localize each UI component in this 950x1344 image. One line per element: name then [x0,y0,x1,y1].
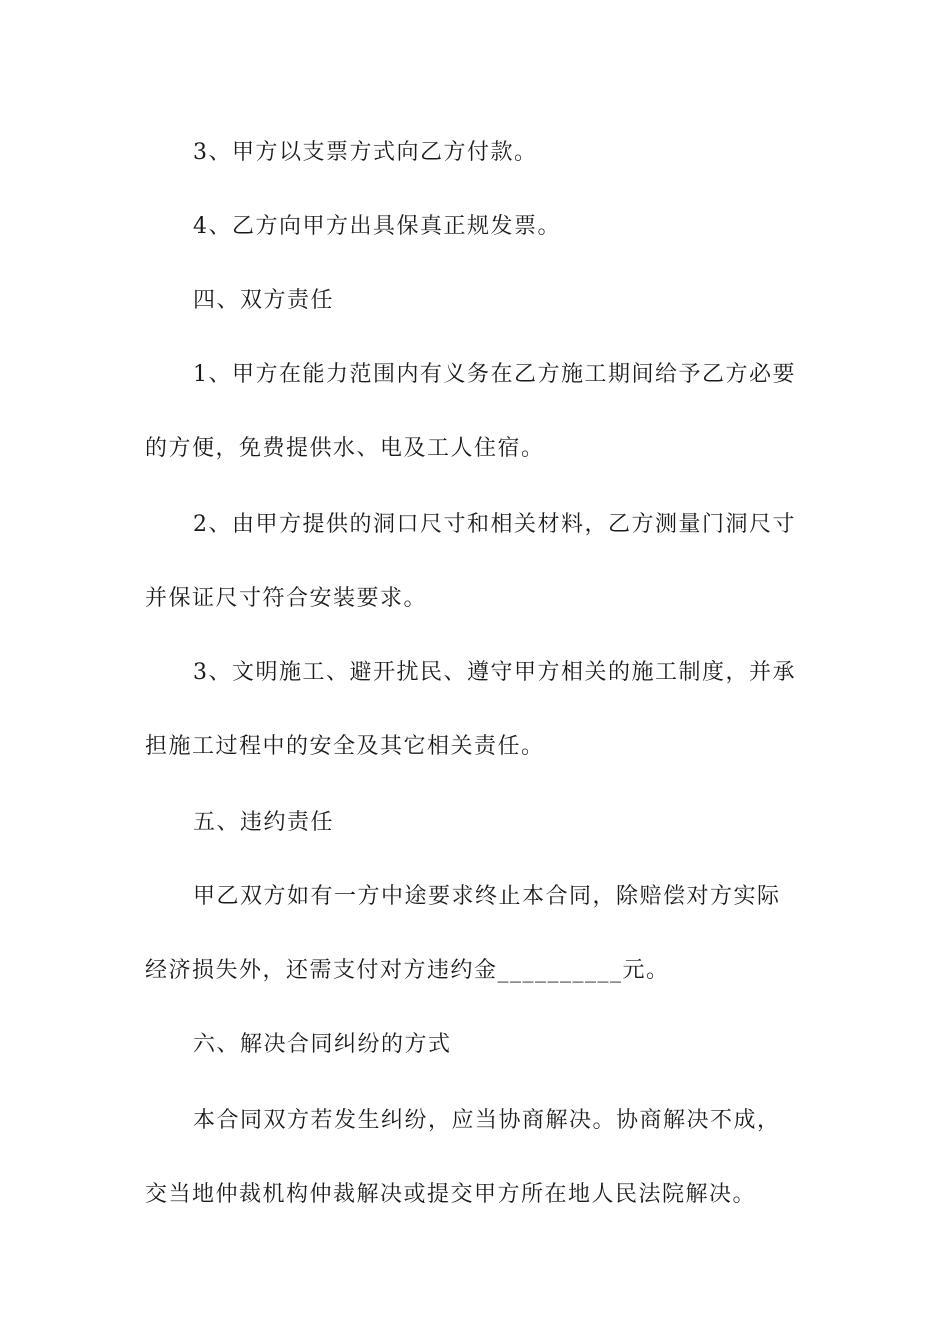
responsibility-clause-2-line-2: 并保证尺寸符合安装要求。 [145,586,428,611]
payment-method-clause: 3、甲方以支票方式向乙方付款。 [193,140,538,165]
section-heading-dispute: 六、解决合同纠纷的方式 [193,1032,452,1057]
responsibility-clause-2-line-1: 2、由甲方提供的洞口尺寸和相关材料，乙方测量门洞尺寸 [193,512,796,537]
liability-clause-line-1: 甲乙双方如有一方中途要求终止本合同，除赔偿对方实际 [193,884,781,909]
responsibility-clause-1-line-2: 的方便，免费提供水、电及工人住宿。 [145,436,545,461]
section-heading-responsibilities: 四、双方责任 [193,288,335,313]
responsibility-clause-1-line-1: 1、甲方在能力范围内有义务在乙方施工期间给予乙方必要 [193,362,796,387]
responsibility-clause-3-line-1: 3、文明施工、避开扰民、遵守甲方相关的施工制度，并承 [193,660,796,685]
section-heading-liability: 五、违约责任 [193,810,335,835]
dispute-clause-line-1: 本合同双方若发生纠纷，应当协商解决。协商解决不成， [193,1108,781,1133]
responsibility-clause-3-line-2: 担施工过程中的安全及其它相关责任。 [145,734,545,759]
liability-clause-line-2: 经济损失外，还需支付对方违约金__________元。 [145,958,670,983]
dispute-clause-line-2: 交当地仲裁机构仲裁解决或提交甲方所在地人民法院解决。 [145,1182,757,1207]
invoice-clause: 4、乙方向甲方出具保真正规发票。 [193,214,561,239]
